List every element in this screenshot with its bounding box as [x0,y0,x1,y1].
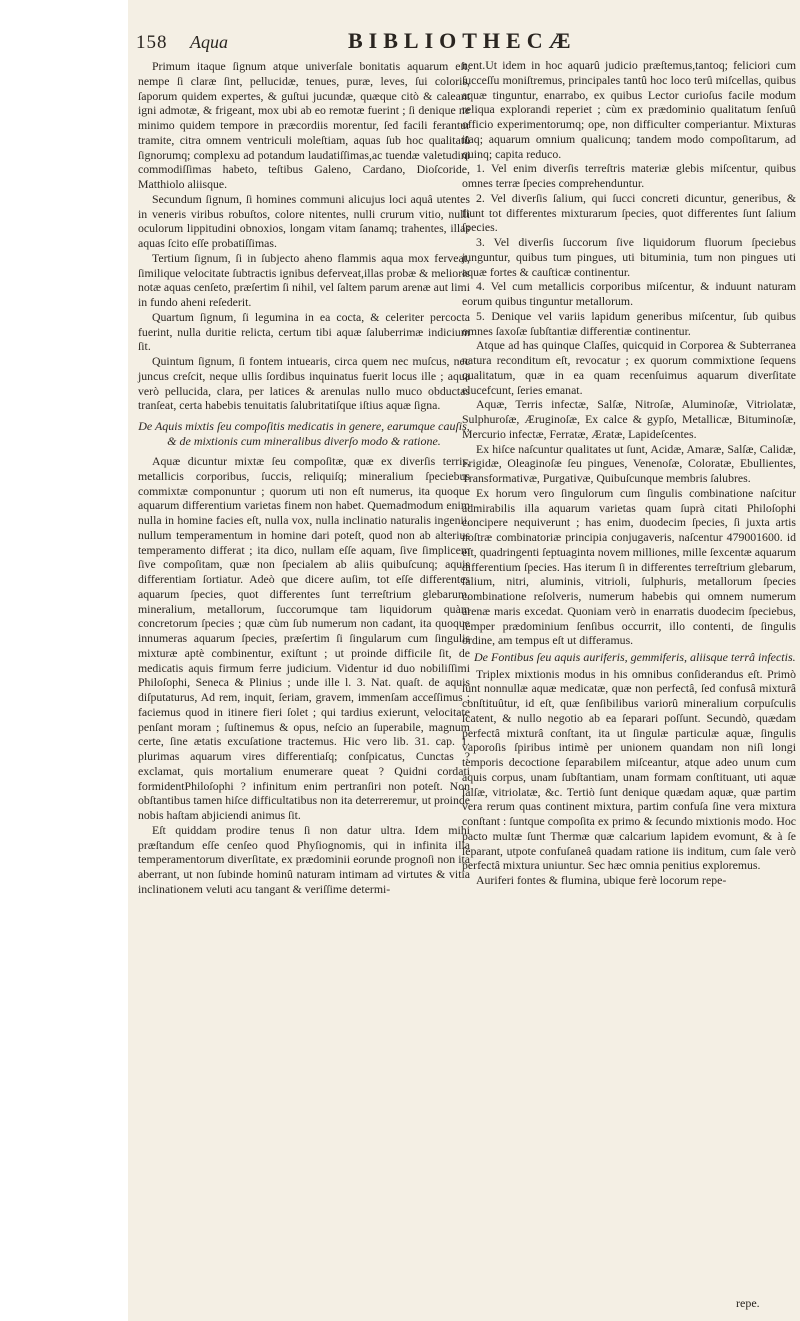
list-item: 1. Vel enim diverſis terreſtris materiæ glebis miſcentur, quibus omnes terræ ſpecies comprehenduntur. [462,161,796,190]
running-head-title: BIBLIOTHECÆ [348,28,577,53]
paragraph: Ex hiſce naſcuntur qualitates ut ſunt, Acidæ, Amaræ, Salſæ, Calidæ, Frigidæ, Oleaginoſæ ſeu pingues, Venenoſæ, Coloratæ, Ebullientes, Transformativæ, Purgativæ, Quibuſcunque membris ſalubres. [462,441,796,485]
paragraph: Secundum ſignum, ſi homines communi alicujus loci aquâ utentes in veneris viribus robuſtos, colore nitentes, nulli crurum vitio, nulli oculorum lippitudini obnoxios, longam vitam ſanamq; trahentes, illas aquas ſcito eſſe probatiſſimas. [138,191,470,250]
left-column [138,59,470,897]
section-heading: De Fontibus ſeu aquis auriferis, gemmiferis, aliisque terrâ infectis. [474,650,796,664]
paragraph: Auriferi fontes & flumina, ubique ferè locorum repe- [476,873,727,887]
paragraph: Quintum ſignum, ſi fontem intuearis, circa quem nec muſcus, nec juncus creſcit, neque ullis ſordibus inquinatus fuerit locus ille ; aqua verò pellucida, clara, per latices & arenulas nullo muco obductas tranſeat, certa habebis tenuitatis ſalubritatiſque iſtius aquæ ſigna. [138,354,470,413]
page-number: 158 [136,32,168,53]
paragraph: Aquæ, Terris infectæ, Salſæ, Nitroſæ, Aluminoſæ, Vitriolatæ, Sulphuroſæ, Æruginoſæ, Ex calce & gypſo, Metallicæ, Bituminoſæ, Mercurio infectæ, Ferratæ, Æratæ, Lapideſcentes. [462,397,796,441]
paragraph: Tertium ſignum, ſi in ſubjecto aheno flammis aqua mox ferveat, ſimilique velocitate ſubtractis ignibus deferveat,illas probæ & melioris notæ aquas cenſeto, præſertim ſi nihil, vel ſaltem parum arenæ aut limi in fundo aheni reſederit. [138,250,470,309]
page-margin [0,0,128,1321]
paragraph: Atque ad has quinque Claſſes, quicquid in Corporea & Subterranea natura reconditum eſt, revocatur ; ex quorum commixtione ſequens qualitatum, quæ in ea quam recenſuimus aquarum diverſitate elucefcunt, ſeries emanat. [462,338,796,397]
list-item: 4. Vel cum metallicis corporibus miſcentur, & induunt naturam eorum quibus tinguntur metallorum. [462,279,796,308]
paragraph: Quartum ſignum, ſi legumina in ea cocta, & celeriter percocta fuerint, nulla duritie relicta, certum tibi aquæ ſaluberrimæ indicium ſit. [138,309,470,354]
list-item: 5. Denique vel variis lapidum generibus miſcentur, ſub quibus omnes ſaxoſæ ſubſtantiæ differentiæ continentur. [462,308,796,338]
paragraph: Ex horum vero ſingulorum cum ſingulis combinatione naſcitur admirabilis illa aquarum varietas quam ſuprà citati Philoſophi concipere nequiverunt ; has enim, duodecim ſpecies, ſi juxta artis noſtræ combinatoriæ principia conjugaveris, naſcentur 479001600. id eſt, quadringenti ſeptuaginta novem milliones, mille ſexcentæ aquarum differentium ſpecies. Has iterum ſi in differentes terreſtrium glebarum, ſalium, nitri, aluminis, vitrioli, ſulphuris, metallorum ſpecies combinatione reſolveris, numerum habebis qui omnem numerum arenæ maris excedat. Quoniam verò in enarratis duodecim ſpeciebus, ſemper prædominium ſenſibus occurrit, illo contenti, de ſingulis ordine, am tempus eſt ut differamus. [462,485,796,648]
paragraph: Primum itaque ſignum atque univerſale bonitatis aquarum eſt, nempe ſi claræ ſint, pellucidæ, tenues, puræ, leves, ſui coloris, ſaporum quidem expertes, & guſtui jucundæ, quæque citò & caleant igni admotæ, & frigeant, mox ubi ab eo remotæ fuerint ; ſi denique ne minimo quidem tempore in præcordiis morentur, ſed facili ferantur tramite, citra omnem ventriculi moleſtiam, aquas ſub hoc qualitatû ſignorumq; complexu ad potandum laudatiſſimas,ac tuendæ valetudini commodiſſimas habeto, teſtibus Galeno, Cardano, Dioſcoride, Matthiolo aliisque. [138,59,470,191]
paragraph: Triplex mixtionis modus in his omnibus conſiderandus eſt. Primò ſunt nonnullæ aquæ medicatæ, quæ non perfectâ, ſed confusâ mixturâ conſtituûtur, id eſt, quæ ſenſibilibus variorû mineralium corpuſculis ſcatent, & nullo negotio ab ea ſeparari poſſunt. Secundò, quædam perfectâ mixturâ conſtant, ita ut ſingulæ particulæ aquæ, ſingulis vaporoſis ſpiribus intimè per unionem quandam non niſi longi temporis decoctione ſeparabilem miſceantur, atque adeo unum cum aquis corpus, unam ſubſtantiam, unam formam conſtituant, uti aquæ ſalſæ, vitriolatæ, &c. Tertiò ſunt denique quædam aquæ, quæ partim vera rerum quas continent mixtura, partim confuſa ſine vera mixtura conſtant : ſuntque compoſita ex primo & ſecundo mixtionis modo. Hoc pacto multæ ſunt Thermæ quæ calcarium lapidem evomunt, & à ſe ſeparant, utpote confuſaneâ quadam ratione iis inditum, cum ſale verò perfectâ mixtura uniuntur. Sec hæc omnia penitius exploremus. [462,666,796,873]
running-head-word: Aqua [190,32,228,52]
list-item: 2. Vel diverſis ſalium, qui ſucci concreti dicuntur, generibus, & fiunt tot differentes mixturarum ſpecies, quot differentes ſunt ſalium ſpecies. [462,190,796,235]
section-heading: De Aquis mixtis ſeu compoſitis medicatis in genere, earumque cauſis, & de mixtionis cum mineralibus diverſo modo & ratione. [138,419,470,448]
right-column [462,58,796,888]
list-item: 3. Vel diverſis ſuccorum ſive liquidorum fluorum ſpeciebus junguntur, quibus tum pingues, uti bituminia, tum non pingues uti aquæ fortes & cauſticæ continentur. [462,235,796,279]
paragraph: nent.Ut idem in hoc aquarû judicio præſtemus,tantoq; feliciori cum ſucceſſu moniſtremus, principales tantû hoc loco terû miſcellas, quibus aquæ tinguntur, enarrabo, ex quibus Lector curioſus facile modum reliqua explorandi reperiet ; cùm ex prædominio qualitatum ſenſuû officio experimentorumq; ope, non difficulter comperiantur. Mixturas itaq; aquarum omnium qualicunq; tandem modo compoſitarum, ad quinq; capita reduco. [462,58,796,161]
running-head [136,28,796,58]
paragraph: Aquæ dicuntur mixtæ ſeu compoſitæ, quæ ex diverſis terris, metallicis corporibus, ſuccis, reliquiſq; mineralium ſpeciebus commixtæ componuntur ; quorum uti non eſt numerus, ita quoque aquarum differentium varietas finem non habet. Quemadmodum enim nulla in homine facies eſt, nulla vox, nulla inclinatio naturalis ingenii, nullum temperamentum in homine dari poteſt, quod non ab alterius temperamento differat ; ita dico, nullam eſſe aquam, ſive ſimplicem ſive compoſitam, quæ non ſpecialem ab aliis quibuſcunq; aquis differentiam ſortiatur. Adeò que dicere auſim, tot eſſe differentes aquarum ſpecies, quot differentes ſunt terreſtrium glebarum, mineralium, metallorum, ſuccorumque tam liquidorum quàm concretorum ſpecies ; quæ cùm ſub numerum non cadant, ita quoque innumeras aquarum ſpecies, præſertim ſi ſingularum cum ſingulis mixturæ aptè combinentur, exiſtunt ; ut proinde difficile ſit, de medicatis aquis firmum ferre judicium. Videntur id duo nobiliſſimi Philoſophi, Seneca & Plinius ; unde ille l. 3. Nat. quaſt. de aquis diſputaturus, Ad rem, inquit, ſeriam, gravem, immenſam acceſſimus ; faciemus quod in itinere fieri ſolet ; qui tardius exierunt, velocitate penſant moram ; ſuſtinemus & opus, neſcio an ſuperabile, magnum certe, ſine ætatis excuſatione tractemus. Hic vero lib. 31. cap. 1. plurimas aquarum vires differentiaſq; conſpicatus, Cunctas ? exclamat, quis mortalium enumerare queat ? Quidni cordati formidentPhiloſophi ? infinitum enim pertranſiri non poteſt. Non obſtantibus tamen hiſce difficultatibus non ita deterreremur, ut proinde nobis haſtam abjiciendi animus ſit. [138,454,470,822]
catchword: repe. [736,1296,760,1310]
paragraph: Eſt quiddam prodire tenus ſi non datur ultra. Idem mihi præſtandum eſſe cenſeo quod Phyſiognomis, qui in infinita illa temperamentorum diverſitate, ex prædominii eorunde prognoſi non ita aberrant, ut non ſubinde hominû naturam intimam ad virtutes & vitia inclinationem veluti acu tangant & veriſſime determi- [138,822,470,896]
